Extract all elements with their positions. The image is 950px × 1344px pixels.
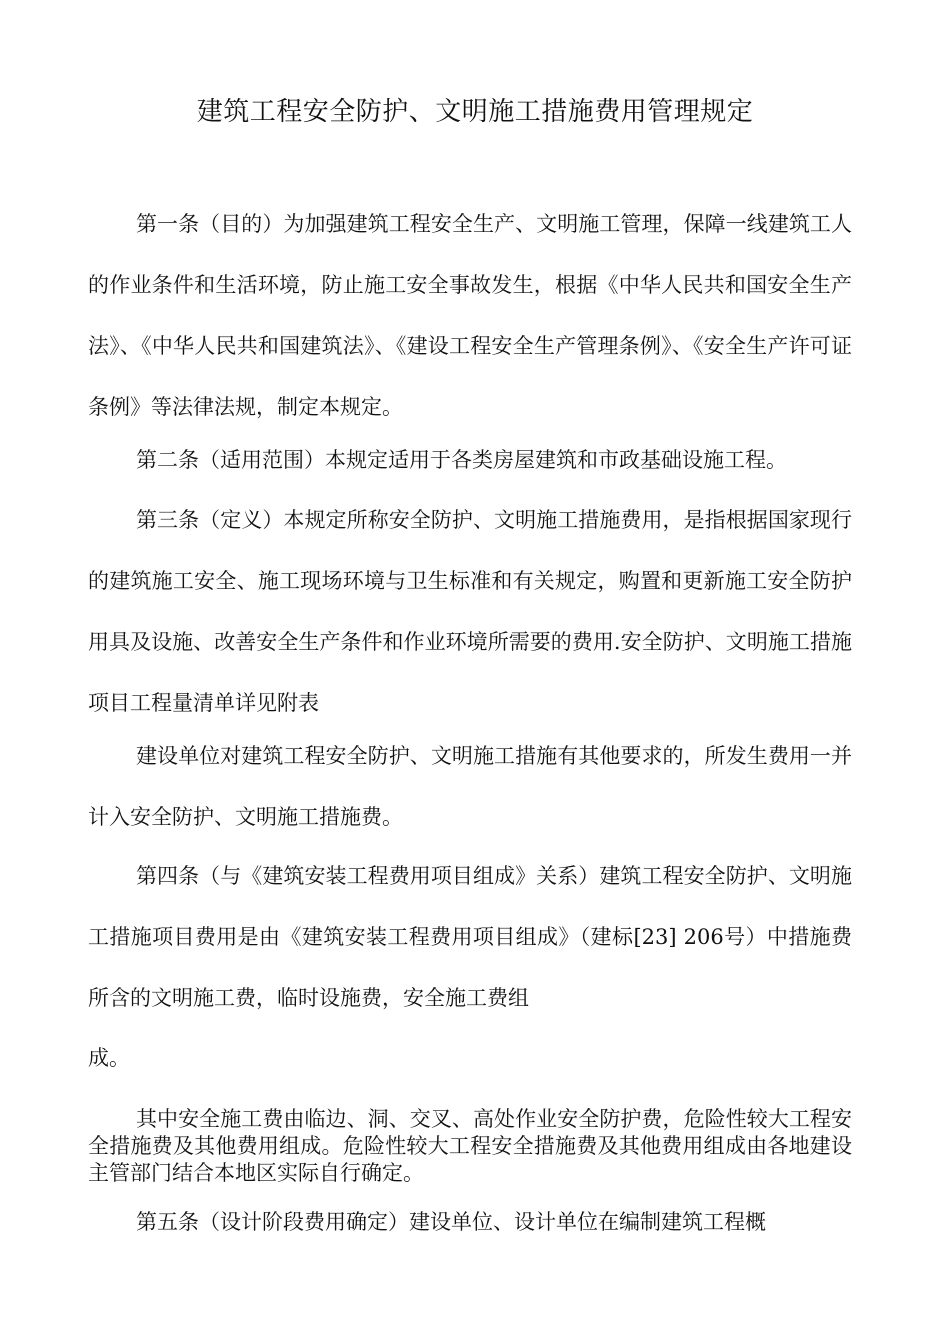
article-3-paragraph: 第三条（定义）本规定所称安全防护、文明施工措施费用，是指根据国家现行的建筑施工安全、施工现场环境与卫生标准和有关规定，购置和更新施工安全防护用具及设施、改善安全生产条件和作业环境所需要的费用.安全防护、文明施工措施项目工程量清单详见附表	[88, 508, 852, 715]
article-4-continuation: 成。	[88, 1046, 130, 1070]
article-1-paragraph: 第一条（目的）为加强建筑工程安全生产、文明施工管理，保障一线建筑工人的作业条件和生活环境，防止施工安全事故发生，根据《中华人民共和国安全生产法》、《中华人民共和国建筑法》、《建设工程安全生产管理条例》、《安全生产许可证条例》等法律法规，制定本规定。	[88, 212, 852, 419]
article-2-paragraph: 第二条（适用范围）本规定适用于各类房屋建筑和市政基础设施工程。	[136, 448, 787, 472]
construction-unit-paragraph: 建设单位对建筑工程安全防护、文明施工措施有其他要求的，所发生费用一并计入安全防护、文明施工措施费。	[88, 744, 852, 829]
document-title: 建筑工程安全防护、文明施工措施费用管理规定	[196, 97, 754, 127]
safety-fee-paragraph: 其中安全施工费由临边、洞、交叉、高处作业安全防护费，危险性较大工程安全措施费及其他费用组成。危险性较大工程安全措施费及其他费用组成由各地建设主管部门结合本地区实际自行确定。	[88, 1107, 852, 1185]
article-4-paragraph: 第四条（与《建筑安装工程费用项目组成》关系）建筑工程安全防护、文明施工措施项目费用是由《建筑安装工程费用项目组成》（建标[23] 206号）中措施费所含的文明施工费，临时设施费，安全施工费组	[88, 864, 852, 1010]
article-5-paragraph: 第五条（设计阶段费用确定）建设单位、设计单位在编制建筑工程概	[136, 1210, 766, 1234]
